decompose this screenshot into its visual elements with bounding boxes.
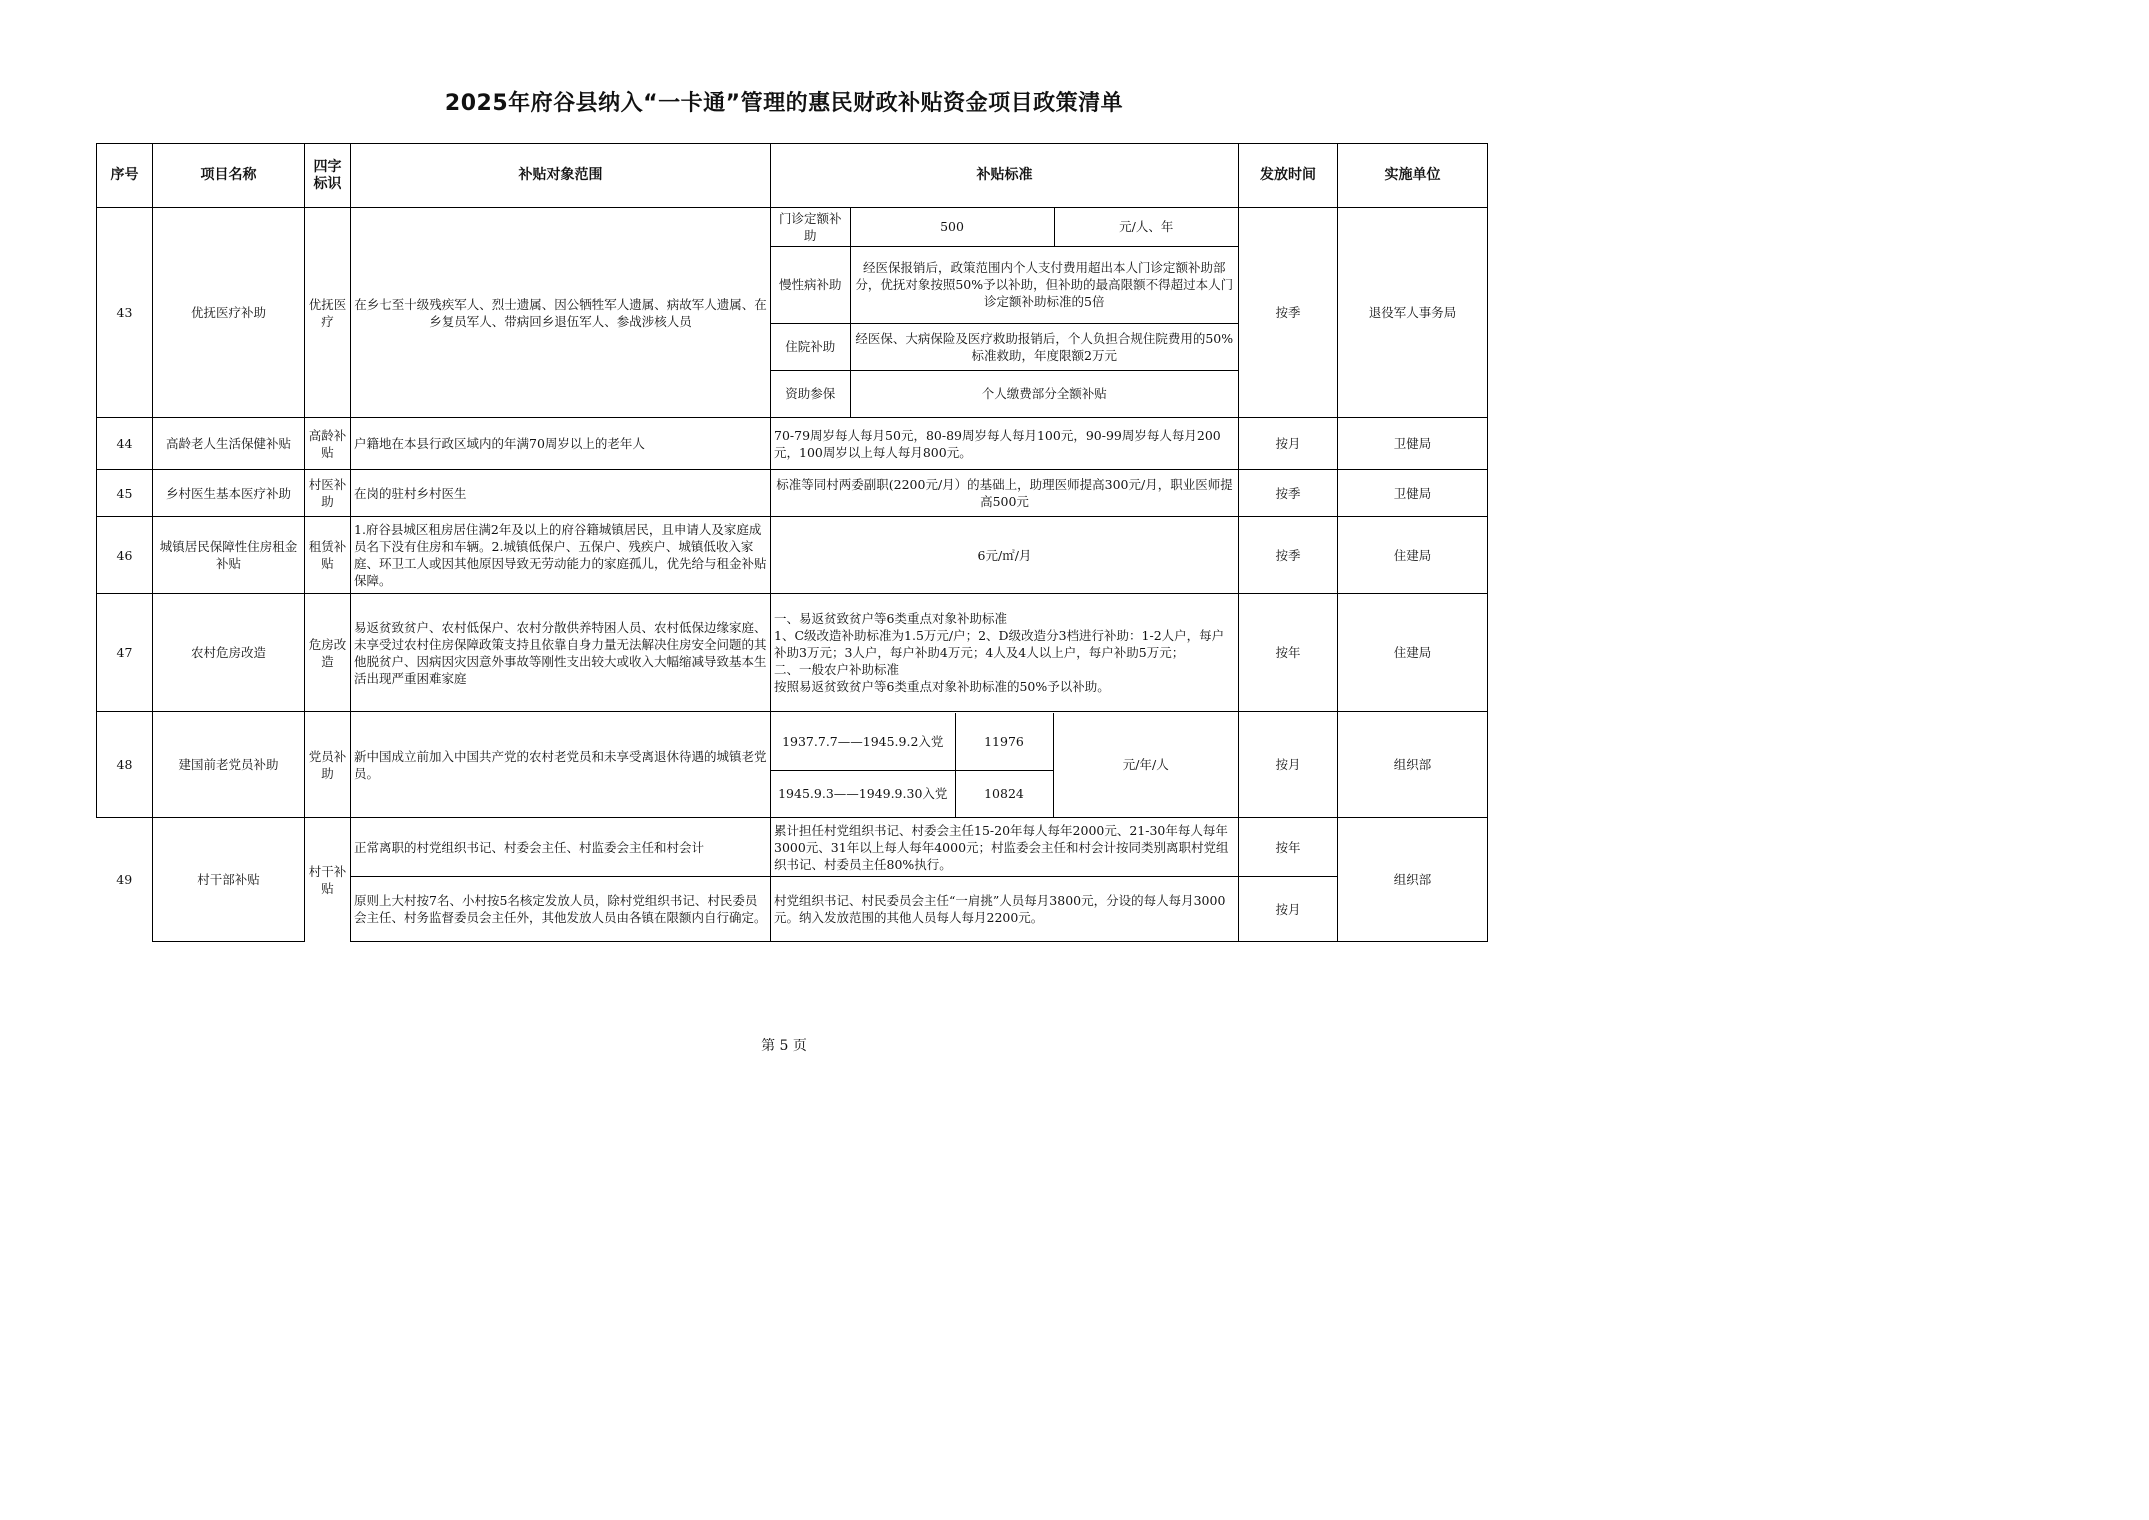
inpatient-label: 住院补助: [771, 323, 850, 370]
row45-seq: 45: [97, 470, 153, 517]
row44-unit: 卫健局: [1338, 418, 1488, 470]
row45-scope: 在岗的驻村乡村医生: [351, 470, 771, 517]
row43-tag: 优抚医疗: [305, 208, 351, 418]
header-unit: 实施单位: [1338, 144, 1488, 208]
row46-tag: 租赁补贴: [305, 517, 351, 594]
chronic-text: 经医保报销后，政策范围内个人支付费用超出本人门诊定额补助部分，优抚对象按照50%予以补助，但补助的最高限额不得超过本人门诊定额补助标准的5倍: [850, 246, 1238, 323]
row44-time: 按月: [1239, 418, 1338, 470]
period2-label: 1945.9.3——1949.9.30入党: [771, 771, 955, 817]
table-row-49a: [97, 818, 1488, 877]
row43-time: 按季: [1239, 208, 1338, 418]
table-row-46: [97, 517, 1488, 594]
row45-time: 按季: [1239, 470, 1338, 517]
row48-tag: 党员补助: [305, 712, 351, 818]
row43-unit: 退役军人事务局: [1338, 208, 1488, 418]
table-row-48: [97, 712, 1488, 818]
row45-tag: 村医补助: [305, 470, 351, 517]
row45-standard: 标准等同村两委副职(2200元/月）的基础上，助理医师提高300元/月，职业医师提高500元: [771, 470, 1239, 517]
row47-seq: 47: [97, 594, 153, 712]
period1-label: 1937.7.7——1945.9.2入党: [771, 713, 955, 771]
row47-standard: [771, 594, 1239, 712]
row44-tag: 高龄补贴: [305, 418, 351, 470]
row49-standard-a: 累计担任村党组织书记、村委会主任15-20年每人每年2000元、21-30年每人每年3000元、31年以上每人每年4000元；村监委会主任和村会计按同类别离职村党组织书记、村委员主任80%执行。: [771, 818, 1239, 877]
row46-scope: 1.府谷县城区租房居住满2年及以上的府谷籍城镇居民，且申请人及家庭成员名下没有住房和车辆。2.城镇低保户、五保户、残疾户、城镇低收入家庭、环卫工人或因其他原因导致无劳动能力的家庭孤儿，优先给与租金补贴保障。: [351, 517, 771, 594]
row48-unit: 组织部: [1338, 712, 1488, 818]
row47-scope: 易返贫致贫户、农村低保户、农村分散供养特困人员、农村低保边缘家庭、未享受过农村住房保障政策支持且依靠自身力量无法解决住房安全问题的其他脱贫户、因病因灾因意外事故等刚性支出较大或收入大幅缩减导致基本生活出现严重困难家庭: [351, 594, 771, 712]
chronic-label: 慢性病补助: [771, 246, 850, 323]
row46-seq: 46: [97, 517, 153, 594]
row49-scope-b: 原则上大村按7名、小村按5名核定发放人员，除村党组织书记、村民委员会主任、村务监督委员会主任外，其他发放人员由各镇在限额内自行确定。: [351, 877, 771, 942]
row49-standard-b: 村党组织书记、村民委员会主任“一肩挑”人员每月3800元，分设的每人每月3000元。纳入发放范围的其他人员每人每月2200元。: [771, 877, 1239, 942]
row47-name: 农村危房改造: [153, 594, 305, 712]
row45-unit: 卫健局: [1338, 470, 1488, 517]
row43-seq: 43: [97, 208, 153, 418]
header-scope: 补贴对象范围: [351, 144, 771, 208]
header-tag: 四字标识: [305, 144, 351, 208]
insurance-label: 资助参保: [771, 370, 850, 417]
insurance-text: 个人缴费部分全额补贴: [850, 370, 1238, 417]
row48-name: 建国前老党员补助: [153, 712, 305, 818]
row48-seq: 48: [97, 712, 153, 818]
row47-time: 按年: [1239, 594, 1338, 712]
row49-tag: 村干补贴: [305, 818, 351, 942]
outpatient-unit: 元/人、年: [1054, 208, 1238, 246]
table-row-43: [97, 208, 1488, 418]
table-row-47: [97, 594, 1488, 712]
table-row-44: [97, 418, 1488, 470]
row48-scope: 新中国成立前加入中国共产党的农村老党员和未享受离退休待遇的城镇老党员。: [351, 712, 771, 818]
header-seq: 序号: [97, 144, 153, 208]
row49-time-a: 按年: [1239, 818, 1338, 877]
row44-scope: 户籍地在本县行政区域内的年满70周岁以上的老年人: [351, 418, 771, 470]
row46-unit: 住建局: [1338, 517, 1488, 594]
row44-name: 高龄老人生活保健补贴: [153, 418, 305, 470]
row47-std-line: 一、易返贫致贫户等6类重点对象补助标准: [774, 611, 1007, 626]
period2-value: 10824: [955, 771, 1053, 817]
row47-unit: 住建局: [1338, 594, 1488, 712]
row43-standard: [771, 208, 1239, 418]
row44-standard: 70-79周岁每人每月50元，80-89周岁每人每月100元，90-99周岁每人每月200元，100周岁以上每人每月800元。: [771, 418, 1239, 470]
outpatient-label: 门诊定额补助: [771, 208, 850, 246]
row47-tag: 危房改造: [305, 594, 351, 712]
header-standard: 补贴标准: [771, 144, 1239, 208]
row49-scope-a: 正常离职的村党组织书记、村委会主任、村监委会主任和村会计: [351, 818, 771, 877]
row43-standard-grid: [771, 208, 1238, 417]
row46-name: 城镇居民保障性住房租金补贴: [153, 517, 305, 594]
row49-seq: 49: [97, 818, 153, 942]
row49-time-b: 按月: [1239, 877, 1338, 942]
page-title: 2025年府谷县纳入“一卡通”管理的惠民财政补贴资金项目政策清单: [444, 91, 1124, 116]
policy-table: [96, 143, 1488, 942]
row49-name: 村干部补贴: [153, 818, 305, 942]
row46-standard: 6元/㎡/月: [771, 517, 1239, 594]
row43-name: 优抚医疗补助: [153, 208, 305, 418]
table-header-row: [97, 144, 1488, 208]
row48-standard-grid: [771, 713, 1238, 817]
table-row-45: [97, 470, 1488, 517]
period1-value: 11976: [955, 713, 1053, 771]
header-name: 项目名称: [153, 144, 305, 208]
row45-name: 乡村医生基本医疗补助: [153, 470, 305, 517]
row49-unit: 组织部: [1338, 818, 1488, 942]
row44-seq: 44: [97, 418, 153, 470]
row47-std-line: 二、一般农户补助标准: [774, 662, 900, 677]
page-number: 第 5 页: [761, 1038, 807, 1054]
party-unit: 元/年/人: [1053, 713, 1238, 817]
row47-std-line: 1、C级改造补助标准为1.5万元/户；2、D级改造分3档进行补助：1-2人户，每户补助3万元；3人户，每户补助4万元；4人及4人以上户，每户补助5万元；: [774, 628, 1225, 660]
row46-time: 按季: [1239, 517, 1338, 594]
row48-standard: [771, 712, 1239, 818]
header-time: 发放时间: [1239, 144, 1338, 208]
inpatient-text: 经医保、大病保险及医疗救助报销后，个人负担合规住院费用的50%标准救助，年度限额2万元: [850, 323, 1238, 370]
row48-time: 按月: [1239, 712, 1338, 818]
row47-std-line: 按照易返贫致贫户等6类重点对象补助标准的50%予以补助。: [774, 679, 1110, 694]
row43-scope: 在乡七至十级残疾军人、烈士遗属、因公牺牲军人遗属、病故军人遗属、在乡复员军人、带病回乡退伍军人、参战涉核人员: [351, 208, 771, 418]
outpatient-value: 500: [850, 208, 1054, 246]
